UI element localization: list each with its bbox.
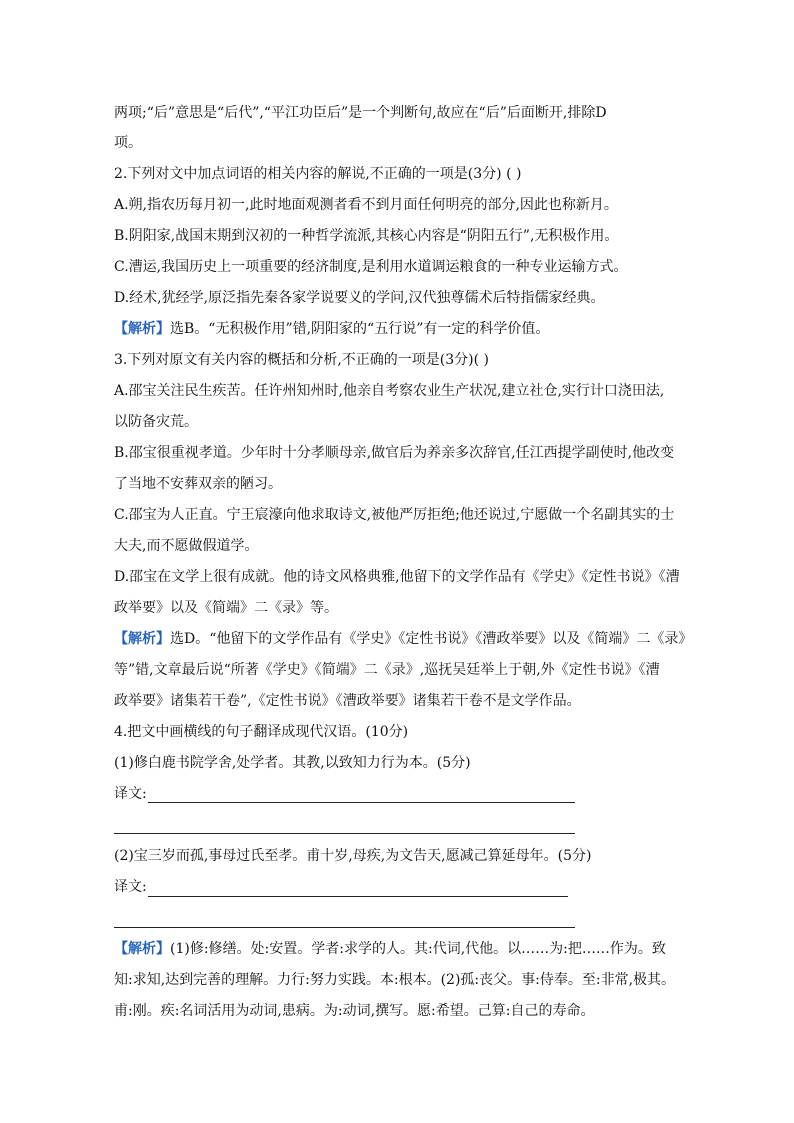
question-4-stem	[114, 722, 408, 742]
question-2-stem	[114, 164, 521, 184]
option-c	[114, 257, 628, 277]
option-b	[114, 443, 674, 463]
line-text: B.阴阳家,战国末期到汉初的一种哲学流派,其核心内容是“阴阳五行”,无积极作用。	[114, 228, 619, 244]
line-text: 政举要》以及《简端》二《录》等。	[114, 600, 338, 616]
translation-label	[114, 784, 147, 804]
option-a	[114, 381, 664, 401]
line-text: 项。	[114, 135, 142, 151]
sub-question-1	[114, 753, 471, 773]
sub-question-2	[114, 846, 591, 866]
line-text: 政举要》诸集若干卷”,《定性书说》《漕政举要》诸集若干卷不是文学作品。	[114, 693, 581, 709]
text-line	[114, 660, 660, 680]
line-text: D.经术,犹经学,原泛指先秦各家学说要义的学问,汉代独尊儒术后特指儒家经典。	[114, 290, 605, 306]
option-c	[114, 505, 674, 525]
line-text: 3.下列对原文有关内容的概括和分析,不正确的一项是(3分)( )	[114, 352, 490, 368]
line-text: 以防备灾荒。	[114, 414, 198, 430]
text-line	[114, 598, 338, 618]
line-text: 大夫,而不愿做假道学。	[114, 538, 259, 554]
option-d	[114, 288, 605, 308]
line-text: 了当地不安葬双亲的陋习。	[114, 476, 282, 492]
text-line	[114, 474, 282, 494]
text-line	[114, 133, 142, 153]
analysis-tag: 【解析】	[114, 321, 170, 337]
line-text: 译文:	[114, 879, 147, 895]
option-a	[114, 195, 618, 215]
line-text: 两项;“后”意思是“后代”,“平江功臣后”是一个判断句,故应在“后”后面断开,排除D	[114, 105, 607, 121]
text-line	[114, 412, 198, 432]
line-text: D.邵宝在文学上很有成就。他的诗文风格典雅,他留下的文学作品有《学史》《定性书说》《漕	[114, 569, 680, 585]
text-line	[114, 970, 675, 990]
option-b	[114, 226, 618, 246]
line-text: 选D。“他留下的文学作品有《学史》《定性书说》《漕政举要》以及《简端》二《录》	[170, 631, 693, 647]
answer-blank-line[interactable]	[114, 927, 575, 928]
line-text: 译文:	[114, 786, 147, 802]
analysis-tag: 【解析】	[114, 631, 170, 647]
answer-blank-line[interactable]	[114, 833, 575, 834]
answer-blank-line[interactable]	[148, 802, 575, 803]
line-text: (2)宝三岁而孤,事母过氏至孝。甫十岁,母疾,为文告天,愿减己算延母年。(5分)	[114, 848, 592, 864]
text-line	[114, 103, 607, 123]
text-line	[114, 1001, 594, 1021]
answer-blank-line[interactable]	[148, 896, 568, 897]
line-text: 2.下列对文中加点词语的相关内容的解说,不正确的一项是(3分) ( )	[114, 166, 522, 182]
line-text: C.邵宝为人正直。宁王宸濠向他求取诗文,被他严厉拒绝;他还说过,宁愿做一个名副其实的士	[114, 507, 675, 523]
line-text: 等”错,文章最后说“所著《学史》《简端》二《录》,巡抚吴廷举上于朝,外《定性书说》《漕	[114, 662, 660, 678]
line-text: (1)修:修缮。处:安置。学者:求学的人。其:代词,代他。以……为:把……作为。致	[170, 941, 666, 957]
line-text: 知:求知,达到完善的理解。力行:努力实践。本:根本。(2)孤:丧父。事:侍奉。至:非常,极其。	[114, 972, 676, 988]
line-text: A.朔,指农历每月初一,此时地面观测者看不到月面任何明亮的部分,因此也称新月。	[114, 197, 618, 213]
line-text: 甫:刚。疾:名词活用为动词,患病。为:动词,撰写。愿:希望。己算:自己的寿命。	[114, 1003, 595, 1019]
line-text: A.邵宝关注民生疾苦。任许州知州时,他亲自考察农业生产状况,建立社仓,实行计口浇田法,	[114, 383, 665, 399]
analysis-tag: 【解析】	[114, 941, 170, 957]
line-text: 选B。“无积极作用”错,阴阳家的“五行说”有一定的科学价值。	[170, 321, 550, 337]
line-text: (1)修白鹿书院学舍,处学者。其教,以致知力行为本。(5分)	[114, 755, 471, 771]
translation-label	[114, 877, 147, 897]
option-d	[114, 567, 680, 587]
analysis-line	[114, 629, 692, 649]
question-3-stem	[114, 350, 489, 370]
text-line	[114, 536, 258, 556]
text-line	[114, 691, 581, 711]
analysis-line	[114, 939, 666, 959]
analysis-line	[114, 319, 549, 339]
line-text: 4.把文中画横线的句子翻译成现代汉语。(10分)	[114, 724, 409, 740]
line-text: C.漕运,我国历史上一项重要的经济制度,是利用水道调运粮食的一种专业运输方式。	[114, 259, 628, 275]
line-text: B.邵宝很重视孝道。少年时十分孝顺母亲,做官后为养亲多次辞官,任江西提学副使时,他改变	[114, 445, 675, 461]
